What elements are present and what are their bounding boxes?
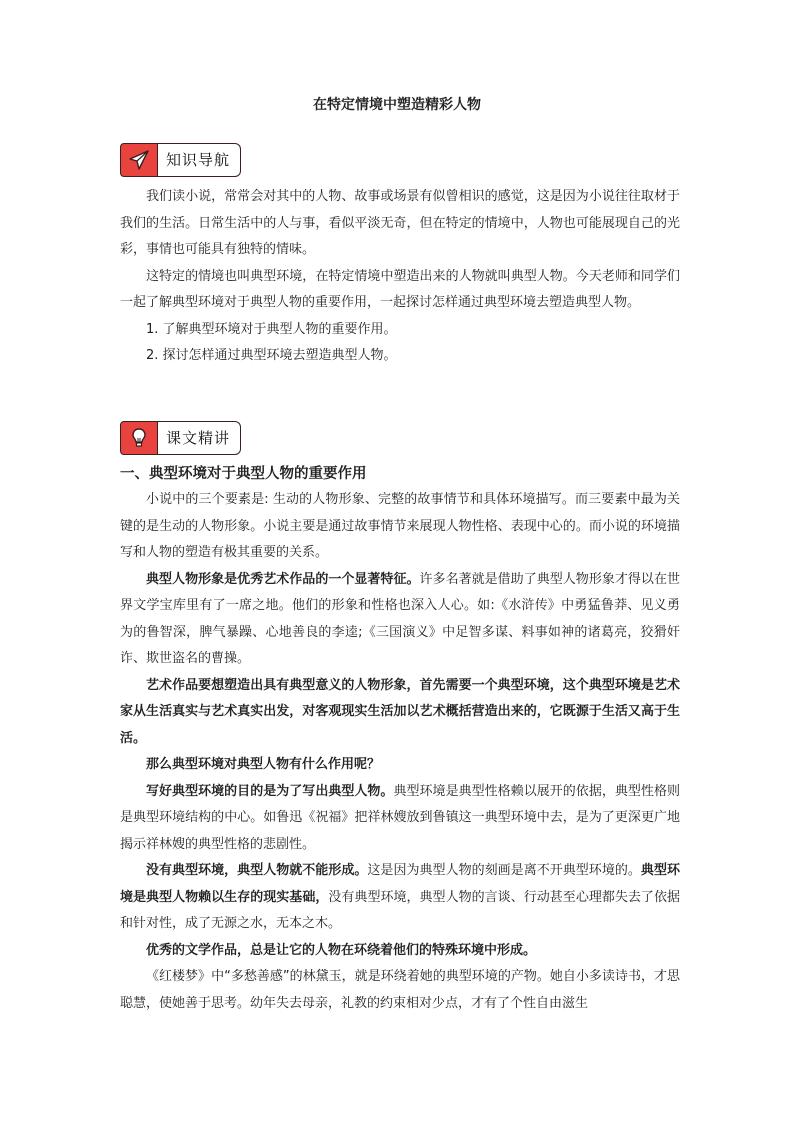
paragraph-text: 典型环境是典型性格赖以展开的依据，典型性格则是典型环境结构的中心。如鲁迅《祝福》把祥林嫂放到鲁镇这一典型环境中去，是为了更深更广地揭示祥林嫂的典型性格的悲剧性。 (120, 783, 680, 852)
bold-lead: 典型环境是典型人物赖以生存的现实基础， (120, 863, 680, 905)
lesson-paragraph: 优秀的文学作品，总是让它的人物在环绕着他们的特殊环境中形成。 (146, 942, 537, 958)
lesson-paragraph (120, 858, 680, 938)
section-badge-knowledge-nav (120, 143, 241, 177)
badge-icon-container (120, 421, 158, 455)
lesson-paragraph: 艺术作品要想塑造出具有典型意义的人物形象，首先需要一个典型环境，这个典型环境是艺术家从生活真实与艺术真实出发，对客观现实生活加以艺术概括营造出来的，它既源于生活又高于生活。 (120, 677, 680, 746)
bold-lead: 写好典型环境的目的是为了写出典型人物。 (146, 783, 394, 799)
badge-label: 知识导航 (158, 143, 241, 177)
lesson-section (120, 461, 680, 1017)
lesson-paragraph (120, 779, 680, 859)
section-badge-lesson (120, 421, 241, 455)
nav-paragraph: 这特定的情境也叫典型环境，在特定情境中塑造出来的人物就叫典型人物。今天老师和同学们一起了解典型环境对于典型人物的重要作用，一起探讨怎样通过典型环境去塑造典型人物。 (120, 268, 680, 310)
lesson-paragraph (120, 567, 680, 673)
nav-paragraph: 我们读小说，常常会对其中的人物、故事或场景有似曾相识的感觉，这是因为小说往往取材于我们的生活。日常生活中的人与事，看似平淡无奇，但在特定的情境中，人物也可能展现自己的光彩，事情也可能具有独特的情味。 (120, 189, 680, 257)
goal-item: 2. 探讨怎样通过典型环境去塑造典型人物。 (146, 348, 397, 363)
section-heading: 一、典型环境对于典型人物的重要作用 (120, 466, 367, 482)
badge-icon-container (120, 143, 158, 177)
knowledge-nav-section (120, 184, 680, 370)
badge-label: 课文精讲 (158, 421, 241, 455)
page-title: 在特定情境中塑造精彩人物 (313, 97, 481, 113)
paper-plane-icon (127, 148, 151, 172)
paragraph-text: 没有典型环境，典型人物的言谈、行动甚至心理都失去了依据和针对性，成了无源之水，无本之木。 (120, 889, 680, 931)
lesson-question: 那么典型环境对典型人物有什么作用呢？ (146, 757, 381, 772)
bold-lead: 典型人物形象是优秀艺术作品的一个显著特征。 (146, 571, 420, 587)
paragraph-text: 许多名著就是借助了典型人物形象才得以在世界文学宝库里有了一席之地。他们的形象和性格也深入人心。如:《水浒传》中勇猛鲁莽、见义勇为的鲁智深，脾气暴躁、心地善良的李逵;《三国演义》中足智多谋、料事如神的诸葛亮，狡猾奸诈、欺世盗名的曹操。 (120, 571, 680, 666)
goal-item: 1. 了解典型环境对于典型人物的重要作用。 (146, 321, 397, 337)
paragraph-text: 这是因为典型人物的刻画是离不开典型环境的。 (367, 863, 641, 878)
lesson-paragraph: 小说中的三个要素是: 生动的人物形象、完整的故事情节和具体环境描写。而三要素中最为关键的是生动的人物形象。小说主要是通过故事情节来展现人物性格、表现中心的。而小说的环境描写和人物的塑造有极其重要的关系。 (120, 492, 680, 560)
bold-lead: 没有典型环境，典型人物就不能形成。 (146, 863, 368, 878)
lesson-paragraph: 《红楼梦》中“多愁善感”的林黛玉，就是环绕着她的典型环境的产物。她自小多读诗书，才思聪慧，使她善于思考。幼年失去母亲，礼教的约束相对少点，才有了个性自由滋生 (120, 969, 680, 1011)
lightbulb-icon (127, 426, 151, 450)
